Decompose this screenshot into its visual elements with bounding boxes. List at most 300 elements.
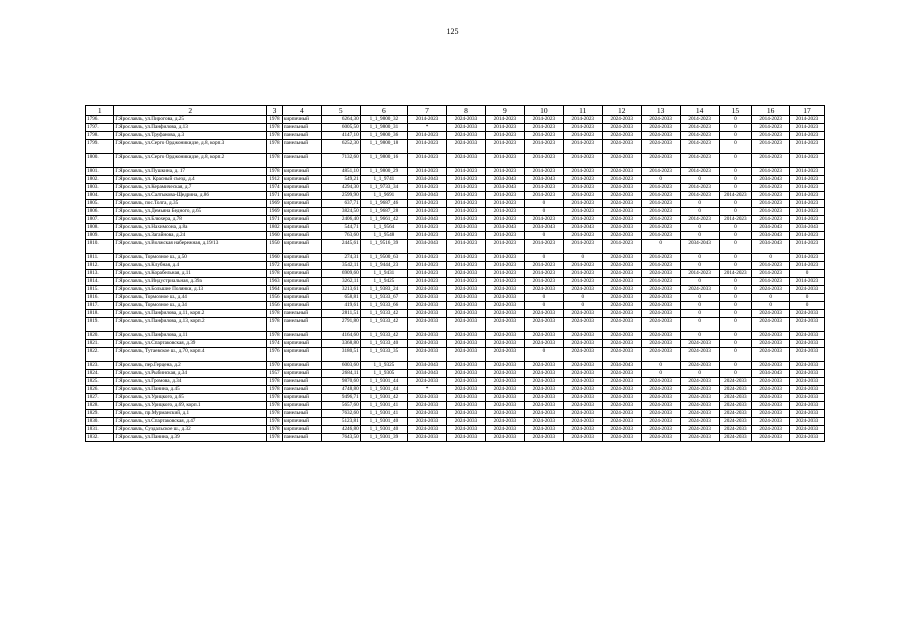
table-cell: 0 — [719, 140, 752, 154]
address-cell: Г.Ярославль, ул.Пирогова, д.25 — [114, 116, 267, 124]
table-cell: 2024-2033 — [602, 132, 641, 140]
table-row — [86, 132, 825, 140]
table-cell: кирпичный — [282, 286, 321, 294]
table-cell: кирпичный — [282, 168, 321, 176]
table-cell: 2024-2033 — [524, 318, 563, 332]
table-cell: 2014-2023 — [641, 216, 680, 224]
table-cell: 1823. — [86, 362, 114, 370]
table-cell: 1817. — [86, 302, 114, 310]
table-cell: 0 — [680, 278, 719, 286]
table-cell: 2014-2023 — [563, 262, 602, 270]
table-cell: 2024-2033 — [641, 270, 680, 278]
table-cell: 2024-2033 — [485, 378, 524, 386]
table-cell: 0 — [680, 208, 719, 216]
table-cell: 2024-2033 — [563, 310, 602, 318]
table-cell: 1815. — [86, 286, 114, 294]
table-cell: 2024-2033 — [790, 402, 825, 410]
table-cell: 1_1_9333_42 — [360, 332, 407, 340]
table-cell: 2024-2033 — [719, 394, 752, 402]
table-cell: 2014-2023 — [524, 192, 563, 200]
table-cell: 1970 — [267, 362, 283, 370]
table-cell: 1_1_9425 — [360, 278, 407, 286]
table-cell: 1978 — [267, 434, 283, 442]
table-cell: 0 — [680, 262, 719, 270]
table-cell: панельный — [282, 410, 321, 418]
table-cell: 2024-2033 — [719, 418, 752, 426]
table-cell: 5123,81 — [321, 418, 360, 426]
table-cell: 1812. — [86, 262, 114, 270]
table-cell: 2014-2023 — [752, 200, 790, 208]
table-cell: 2014-2023 — [790, 200, 825, 208]
table-cell: 5657,60 — [321, 402, 360, 410]
table-cell: 2014-2023 — [680, 270, 719, 278]
table-cell: 2014-2023 — [524, 262, 563, 270]
table-cell: 2014-2023 — [524, 278, 563, 286]
table-cell: 2024-2033 — [408, 318, 447, 332]
table-cell: 2014-2023 — [563, 192, 602, 200]
table-row — [86, 192, 825, 200]
table-cell: 2024-2033 — [447, 318, 486, 332]
table-cell: 2014-2023 — [408, 132, 447, 140]
table-cell: 2034-2043 — [752, 176, 790, 184]
table-cell: 2024-2033 — [563, 394, 602, 402]
table-cell: 1_1_9800_36 — [360, 132, 407, 140]
table-cell: 1971 — [267, 192, 283, 200]
table-cell: 1813. — [86, 270, 114, 278]
table-row — [86, 224, 825, 232]
table-cell: 1806. — [86, 208, 114, 216]
table-cell: 0 — [680, 176, 719, 184]
table-cell: 2014-2023 — [680, 154, 719, 168]
table-cell: 2014-2023 — [524, 132, 563, 140]
column-header-10: 10 — [524, 106, 563, 116]
table-cell: 2024-2033 — [680, 410, 719, 418]
table-row — [86, 394, 825, 402]
table-cell: 2014-2023 — [752, 278, 790, 286]
table-cell: 1_1_9301_41 — [360, 402, 407, 410]
table-cell: 2024-2033 — [447, 394, 486, 402]
table-cell: 1_1_9301_40 — [360, 426, 407, 434]
table-cell: 2024-2033 — [602, 332, 641, 340]
table-cell: 2014-2023 — [752, 124, 790, 132]
column-header-16: 16 — [752, 106, 790, 116]
table-cell: 2024-2033 — [752, 310, 790, 318]
address-cell: Г.Ярославль, Тутаевское ш., д.70, корп.4 — [114, 348, 267, 362]
table-cell: 1956 — [267, 302, 283, 310]
table-cell: 0 — [719, 240, 752, 254]
table-cell: 1978 — [267, 116, 283, 124]
table-row — [86, 240, 825, 254]
table-cell: 2014-2023 — [408, 116, 447, 124]
address-cell: Г.Ярославль, ул.Корабельная, д.11 — [114, 270, 267, 278]
table-row — [86, 302, 825, 310]
table-cell: 3213,61 — [321, 286, 360, 294]
table-cell: 0 — [719, 254, 752, 262]
table-cell: 1_1_9500_63 — [360, 254, 407, 262]
table-cell: 1978 — [267, 394, 283, 402]
table-cell: 1830. — [86, 418, 114, 426]
address-cell: Г.Ярославль, ул.Спартаковская, д.47 — [114, 418, 267, 426]
table-cell: 2014-2023 — [602, 240, 641, 254]
table-cell: 0 — [563, 254, 602, 262]
table-cell: 2024-2033 — [408, 302, 447, 310]
table-row — [86, 370, 825, 378]
table-cell: 2024-2033 — [524, 410, 563, 418]
table-row — [86, 262, 825, 270]
table-cell: 2024-2033 — [641, 140, 680, 154]
table-cell: 2024-2033 — [447, 426, 486, 434]
table-cell: 2024-2033 — [641, 386, 680, 394]
table-cell: 2034-2043 — [485, 224, 524, 232]
table-cell: 2014-2023 — [563, 184, 602, 192]
table-cell: 2014-2023 — [485, 154, 524, 168]
table-cell: кирпичный — [282, 362, 321, 370]
table-cell: 2034-2043 — [790, 224, 825, 232]
table-cell: 0 — [790, 302, 825, 310]
table-cell: 0 — [719, 286, 752, 294]
table-cell: 2034-2043 — [563, 224, 602, 232]
column-header-4: 4 — [282, 106, 321, 116]
table-cell: 2024-2033 — [602, 224, 641, 232]
table-row — [86, 410, 825, 418]
table-cell: 763,60 — [321, 232, 360, 240]
address-cell: Г.Ярославль, Тормозное ш., д.50 — [114, 254, 267, 262]
table-cell: 0 — [719, 176, 752, 184]
table-cell: 0 — [641, 362, 680, 370]
address-cell: Г.Ярославль, ул.Керамическая, д.7 — [114, 184, 267, 192]
column-header-2: 2 — [114, 106, 267, 116]
address-cell: Г.Ярославль, ул.Панина, д.45 — [114, 386, 267, 394]
table-cell: 2024-2033 — [408, 378, 447, 386]
table-cell: 2024-2033 — [680, 402, 719, 410]
table-cell: 2014-2023 — [641, 232, 680, 240]
table-cell: 7643,50 — [321, 434, 360, 442]
table-cell: 2014-2023 — [447, 168, 486, 176]
table-cell: 2024-2033 — [790, 310, 825, 318]
table-cell: 2014-2023 — [524, 270, 563, 278]
table-cell: 0 — [719, 318, 752, 332]
table-cell: 2034-2043 — [524, 224, 563, 232]
address-cell: Г.Ярославль, ул.Панфилова, д.11 — [114, 332, 267, 340]
table-cell: 2024-2033 — [602, 154, 641, 168]
table-cell: 2024-2033 — [790, 318, 825, 332]
table-cell: 2014-2023 — [790, 140, 825, 154]
table-cell: 2024-2033 — [524, 402, 563, 410]
table-cell: 2014-2023 — [680, 132, 719, 140]
table-cell: 2024-2033 — [752, 378, 790, 386]
table-cell: 6252,30 — [321, 140, 360, 154]
table-cell: 2024-2033 — [680, 362, 719, 370]
table-cell: 0 — [752, 302, 790, 310]
table-cell: 2024-2033 — [524, 370, 563, 378]
table-cell: 1816. — [86, 294, 114, 302]
address-cell: Г.Ярославль, ул.Рыбинская, д.34 — [114, 370, 267, 378]
address-cell: Г.Ярославль, ул. Красный съезд, д.4 — [114, 176, 267, 184]
table-cell: 2024-2033 — [719, 378, 752, 386]
table-cell: 2034-2043 — [408, 240, 447, 254]
address-cell: Г.Ярославль, пер.Герцена, д.2 — [114, 362, 267, 370]
table-cell: 2024-2033 — [485, 332, 524, 340]
table-cell: 2024-2033 — [790, 418, 825, 426]
table-cell: 2014-2023 — [447, 240, 486, 254]
table-cell: 2014-2023 — [447, 278, 486, 286]
table-cell: * — [408, 386, 447, 394]
table-cell: 419,61 — [321, 302, 360, 310]
table-cell: 2024-2033 — [485, 348, 524, 362]
table-cell: 2024-2033 — [602, 310, 641, 318]
table-cell: 2014-2023 — [485, 116, 524, 124]
table-cell: 2024-2033 — [719, 410, 752, 418]
table-cell: 2034-2043 — [752, 224, 790, 232]
table-cell: 1978 — [267, 426, 283, 434]
table-cell: 2014-2023 — [408, 224, 447, 232]
table-cell: 2014-2023 — [563, 176, 602, 184]
table-cell: 2024-2033 — [641, 294, 680, 302]
table-row — [86, 318, 825, 332]
table-cell: 2024-2033 — [602, 192, 641, 200]
table-cell: 2014-2023 — [563, 216, 602, 224]
table-cell: 2024-2033 — [602, 232, 641, 240]
table-cell: 1_1_9444_23 — [360, 262, 407, 270]
table-cell: 1_1_9800_16 — [360, 154, 407, 168]
table-cell: 1972 — [267, 262, 283, 270]
table-cell: 274,31 — [321, 254, 360, 262]
address-cell: Г.Ярославль, ул.Блюхера, д.78 — [114, 216, 267, 224]
table-cell: 2014-2023 — [447, 232, 486, 240]
table-cell: 2024-2033 — [602, 140, 641, 154]
table-cell: кирпичный — [282, 216, 321, 224]
table-cell: 2024-2033 — [447, 362, 486, 370]
table-cell: 2024-2033 — [485, 362, 524, 370]
column-header-8: 8 — [447, 106, 486, 116]
table-cell: 2034-2043 — [485, 184, 524, 192]
table-cell: 0 — [719, 232, 752, 240]
table-cell: 1978 — [267, 168, 283, 176]
table-cell: 2024-2033 — [719, 386, 752, 394]
table-cell: 1819. — [86, 318, 114, 332]
table-cell: 2014-2023 — [408, 208, 447, 216]
table-cell: 2014-2023 — [408, 200, 447, 208]
table-cell: 1798. — [86, 132, 114, 140]
table-row — [86, 278, 825, 286]
address-cell: Г.Ярославль, ул.Урицкого, д.65 — [114, 394, 267, 402]
table-cell: 2014-2023 — [680, 168, 719, 176]
table-cell: 2024-2033 — [485, 302, 524, 310]
table-cell: 2014-2023 — [790, 232, 825, 240]
table-cell: 1978 — [267, 310, 283, 318]
table-cell: 2024-2033 — [602, 378, 641, 386]
column-header-11: 11 — [563, 106, 602, 116]
table-row — [86, 176, 825, 184]
table-cell: 1818. — [86, 310, 114, 318]
table-cell: 2024-2033 — [752, 426, 790, 434]
table-cell: 2014-2023 — [485, 254, 524, 262]
table-cell: 6005,50 — [321, 124, 360, 132]
table-cell: 2024-2033 — [752, 340, 790, 348]
table-cell: 2024-2033 — [447, 132, 486, 140]
table-cell: 3542,11 — [321, 262, 360, 270]
table-cell: 2024-2033 — [408, 348, 447, 362]
table-cell: 2024-2033 — [790, 348, 825, 362]
table-cell: 658,81 — [321, 294, 360, 302]
table-cell: кирпичный — [282, 116, 321, 124]
table-cell: 2024-2033 — [524, 286, 563, 294]
table-cell: 2014-2023 — [752, 262, 790, 270]
table-cell: кирпичный — [282, 254, 321, 262]
table-cell: 2811,51 — [321, 310, 360, 318]
table-cell: 2024-2033 — [680, 386, 719, 394]
table-cell: 1_1_9800_18 — [360, 140, 407, 154]
column-header-6: 6 — [360, 106, 407, 116]
table-cell: 0 — [719, 154, 752, 168]
table-cell: кирпичный — [282, 262, 321, 270]
table-cell: 2599,90 — [321, 192, 360, 200]
table-row — [86, 418, 825, 426]
table-cell: 2024-2033 — [680, 378, 719, 386]
table-cell: панельный — [282, 332, 321, 340]
address-cell: Г.Ярославль, ул.Серго Орджоникидзе, д.8, корп.2 — [114, 154, 267, 168]
table-cell: 2024-2033 — [485, 386, 524, 394]
table-cell: 2024-2033 — [602, 426, 641, 434]
table-cell: 2014-2023 — [752, 132, 790, 140]
address-cell: Г.Ярославль, ул.Серго Орджоникидзе, д.8, корп.3 — [114, 140, 267, 154]
table-row — [86, 232, 825, 240]
table-cell: 0 — [524, 232, 563, 240]
table-cell: 2014-2023 — [641, 168, 680, 176]
table-cell: 2024-2033 — [602, 270, 641, 278]
table-cell: 2024-2033 — [524, 362, 563, 370]
table-row — [86, 434, 825, 442]
table-cell: 2014-2023 — [447, 176, 486, 184]
table-cell: 0 — [641, 176, 680, 184]
table-cell: 3368,80 — [321, 340, 360, 348]
table-cell: 2034-2043 — [408, 370, 447, 378]
table-cell: 1797. — [86, 124, 114, 132]
table-cell: 2014-2023 — [790, 262, 825, 270]
table-cell: 7632,60 — [321, 410, 360, 418]
table-cell: кирпичный — [282, 340, 321, 348]
column-header-12: 12 — [602, 106, 641, 116]
table-cell: 1978 — [267, 270, 283, 278]
table-cell: 2024-2033 — [641, 116, 680, 124]
table-cell: 2024-2033 — [408, 434, 447, 442]
table-cell: 2024-2033 — [602, 286, 641, 294]
table-cell: панельный — [282, 378, 321, 386]
table-cell: кирпичный — [282, 294, 321, 302]
table-cell: 2034-2043 — [485, 176, 524, 184]
table-cell: 0 — [680, 232, 719, 240]
table-cell: 2024-2033 — [641, 340, 680, 348]
table-cell: 2024-2033 — [641, 124, 680, 132]
table-cell: панельный — [282, 124, 321, 132]
table-cell: 2024-2033 — [602, 278, 641, 286]
table-cell: 6003,60 — [321, 362, 360, 370]
table-cell: 1956 — [267, 294, 283, 302]
table-cell: 2014-2023 — [563, 200, 602, 208]
table-cell: 2024-2033 — [563, 340, 602, 348]
table-cell: кирпичный — [282, 176, 321, 184]
table-cell: 2014-2023 — [752, 168, 790, 176]
table-cell: 2024-2033 — [563, 434, 602, 442]
table-cell: 2024-2033 — [563, 286, 602, 294]
table-cell: 2014-2023 — [485, 124, 524, 132]
table-body — [86, 116, 825, 442]
table-cell: 0 — [752, 294, 790, 302]
table-cell: кирпичный — [282, 302, 321, 310]
table-cell: 2014-2023 — [408, 270, 447, 278]
table-cell: 2024-2033 — [447, 224, 486, 232]
table-cell: 2014-2023 — [447, 254, 486, 262]
table-cell: 2024-2033 — [447, 340, 486, 348]
table-cell: 0 — [524, 294, 563, 302]
table-cell: кирпичный — [282, 232, 321, 240]
table-cell: 0 — [719, 124, 752, 132]
table-cell: 1971 — [267, 216, 283, 224]
table-cell: 0 — [524, 200, 563, 208]
table-cell: 2024-2033 — [485, 310, 524, 318]
table-row — [86, 208, 825, 216]
table-cell: 1825. — [86, 378, 114, 386]
table-cell: 2014-2023 — [524, 184, 563, 192]
table-cell: 2024-2033 — [485, 418, 524, 426]
table-cell: 2014-2023 — [719, 216, 752, 224]
table-cell: 1826. — [86, 386, 114, 394]
table-cell: 2024-2033 — [524, 418, 563, 426]
table-cell: 2024-2033 — [790, 362, 825, 370]
table-cell: 2014-2023 — [408, 154, 447, 168]
table-cell: 2014-2023 — [790, 208, 825, 216]
table-cell: 0 — [719, 348, 752, 362]
table-cell: 0 — [719, 362, 752, 370]
table-cell: 2024-2033 — [485, 318, 524, 332]
table-cell: 2014-2023 — [641, 200, 680, 208]
table-cell: 2024-2033 — [680, 286, 719, 294]
table-cell: 0 — [680, 302, 719, 310]
table-cell: 2014-2023 — [563, 240, 602, 254]
table-cell: 2014-2023 — [524, 124, 563, 132]
table-cell: 0 — [719, 294, 752, 302]
table-cell: 2024-2033 — [524, 378, 563, 386]
table-cell: 1_1_9800_29 — [360, 168, 407, 176]
table-cell: 6264,30 — [321, 116, 360, 124]
table-cell: 2024-2033 — [524, 310, 563, 318]
table-cell: 2014-2023 — [408, 262, 447, 270]
table-cell: кирпичный — [282, 224, 321, 232]
table-cell: 2024-2033 — [752, 418, 790, 426]
table-cell: 1828. — [86, 402, 114, 410]
address-cell: Г.Ярославль, ул.Волжская набережная, д.19/13 — [114, 240, 267, 254]
table-cell: 2014-2023 — [680, 124, 719, 132]
table-cell: 2014-2023 — [790, 132, 825, 140]
table-cell: 0 — [680, 224, 719, 232]
table-cell: 1_1_9333_35 — [360, 348, 407, 362]
table-cell: 2024-2033 — [447, 310, 486, 318]
table-cell: кирпичный — [282, 370, 321, 378]
table-cell: 1_1_9733_34 — [360, 184, 407, 192]
table-row — [86, 216, 825, 224]
table-cell: 2024-2033 — [447, 386, 486, 394]
table-cell: 2014-2023 — [790, 154, 825, 168]
table-cell: 1796. — [86, 116, 114, 124]
address-cell: Г.Ярославль, ул.Спартаковская, д.39 — [114, 340, 267, 348]
table-cell: 1_1_9687_28 — [360, 208, 407, 216]
table-cell: 2014-2023 — [524, 154, 563, 168]
table-cell: 2024-2033 — [752, 410, 790, 418]
table-cell: 2034-2043 — [408, 216, 447, 224]
table-cell: кирпичный — [282, 184, 321, 192]
column-header-14: 14 — [680, 106, 719, 116]
table-cell: 0 — [680, 294, 719, 302]
